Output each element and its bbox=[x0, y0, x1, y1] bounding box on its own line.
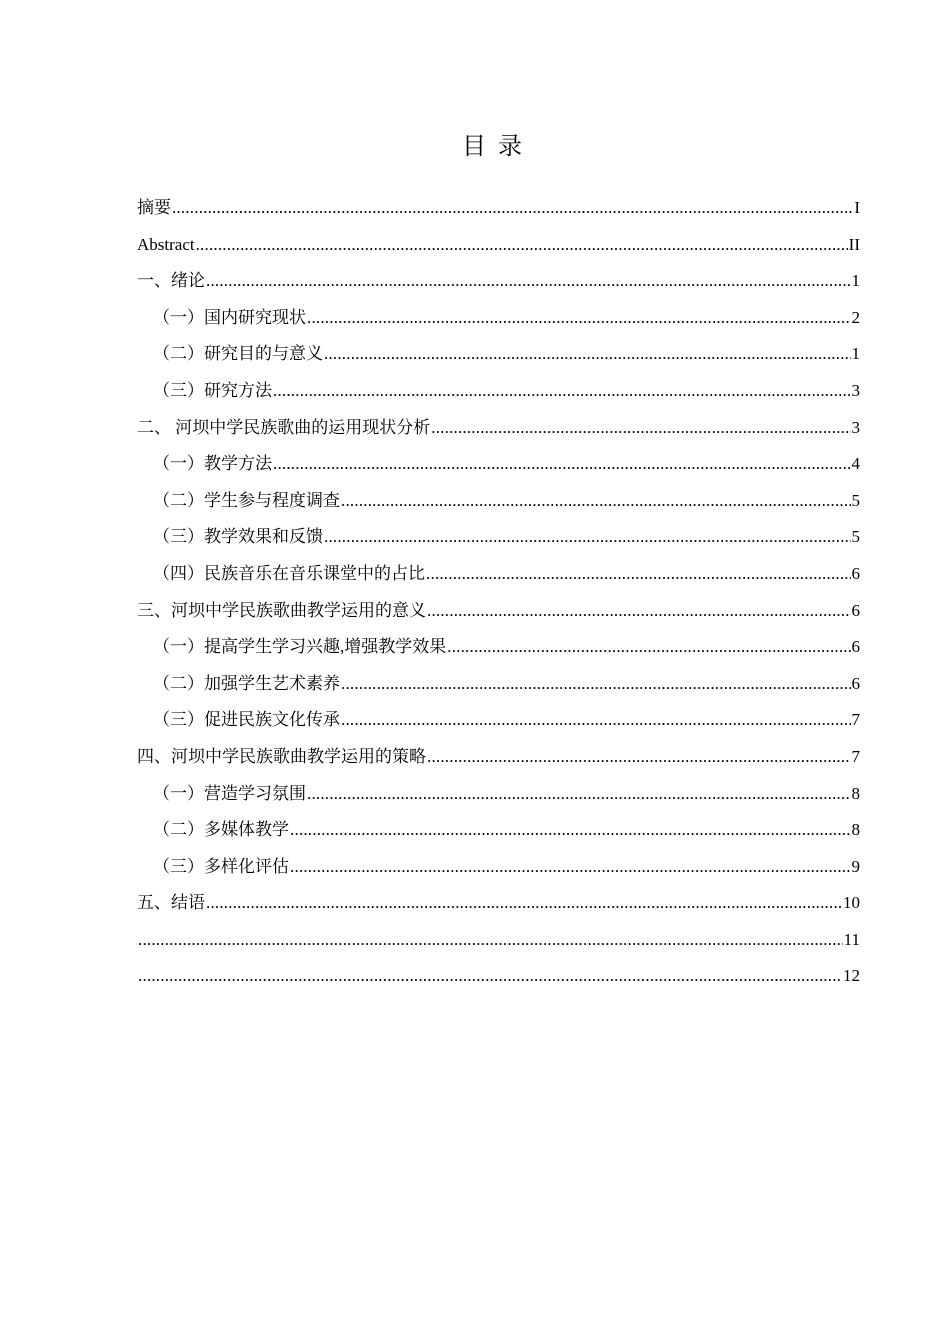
dot-leader bbox=[447, 635, 850, 659]
toc-entry-label: （三）促进民族文化传承 bbox=[153, 710, 340, 730]
toc-entry-label: （二）研究目的与意义 bbox=[153, 344, 323, 364]
toc-entry[interactable] bbox=[137, 928, 860, 965]
toc-entry-page: 2 bbox=[851, 307, 860, 327]
toc-entry[interactable] bbox=[137, 525, 860, 562]
dot-leader bbox=[273, 452, 851, 476]
toc-entry-page: 3 bbox=[851, 417, 860, 437]
toc-entry-page: 4 bbox=[851, 454, 860, 474]
toc-entry[interactable] bbox=[137, 782, 860, 819]
toc-entry-page: 12 bbox=[843, 966, 860, 986]
dot-leader bbox=[341, 489, 851, 513]
dot-leader bbox=[341, 672, 851, 696]
toc-entry-page: 6 bbox=[851, 563, 860, 583]
toc-entry-label: （一）国内研究现状 bbox=[153, 307, 306, 327]
toc-entry[interactable] bbox=[137, 269, 860, 306]
dot-leader bbox=[138, 964, 842, 988]
toc-entry[interactable] bbox=[137, 379, 860, 416]
dot-leader bbox=[341, 708, 851, 732]
dot-leader bbox=[196, 233, 848, 257]
dot-leader bbox=[138, 928, 843, 952]
table-of-contents bbox=[137, 196, 860, 1001]
toc-entry-page: 10 bbox=[843, 893, 860, 913]
dot-leader bbox=[324, 342, 851, 366]
toc-entry[interactable] bbox=[137, 745, 860, 782]
dot-leader bbox=[290, 855, 851, 879]
dot-leader bbox=[426, 562, 851, 586]
toc-entry-page: 5 bbox=[851, 490, 860, 510]
toc-entry[interactable] bbox=[137, 452, 860, 489]
toc-entry-label: 四、河坝中学民族歌曲教学运用的策略 bbox=[137, 746, 426, 766]
toc-entry[interactable] bbox=[137, 599, 860, 636]
toc-entry-label: （一）提高学生学习兴趣,增强教学效果 bbox=[153, 637, 447, 657]
toc-entry-page: 7 bbox=[851, 746, 860, 766]
toc-entry-label: 五、结语 bbox=[137, 893, 205, 913]
toc-entry-label: （三）多样化评估 bbox=[153, 856, 289, 876]
toc-entry-page: 5 bbox=[851, 527, 860, 547]
toc-entry-label: （二）多媒体教学 bbox=[153, 820, 289, 840]
toc-entry[interactable] bbox=[137, 342, 860, 379]
toc-entry-page: 6 bbox=[851, 600, 860, 620]
dot-leader bbox=[273, 379, 851, 403]
toc-entry-label: （二）学生参与程度调查 bbox=[153, 490, 340, 510]
toc-entry-page: 7 bbox=[851, 710, 860, 730]
dot-leader bbox=[307, 306, 851, 330]
dot-leader bbox=[324, 525, 851, 549]
toc-entry-label: 三、河坝中学民族歌曲教学运用的意义 bbox=[137, 600, 426, 620]
dot-leader bbox=[307, 782, 851, 806]
toc-entry[interactable] bbox=[137, 855, 860, 892]
toc-entry[interactable] bbox=[137, 196, 860, 233]
dot-leader bbox=[206, 891, 842, 915]
toc-entry-label: （一）教学方法 bbox=[153, 454, 272, 474]
toc-entry-label: 二、 河坝中学民族歌曲的运用现状分析 bbox=[137, 417, 431, 437]
toc-entry[interactable] bbox=[137, 708, 860, 745]
toc-entry-label: （三）教学效果和反馈 bbox=[153, 527, 323, 547]
toc-entry-page: 6 bbox=[851, 673, 860, 693]
toc-entry[interactable] bbox=[137, 818, 860, 855]
toc-entry[interactable] bbox=[137, 233, 860, 270]
toc-entry[interactable] bbox=[137, 562, 860, 599]
toc-entry-page: I bbox=[854, 198, 860, 217]
toc-entry-label: （一）营造学习氛围 bbox=[153, 783, 306, 803]
toc-entry[interactable] bbox=[137, 672, 860, 709]
toc-title: 目录 bbox=[462, 132, 534, 160]
toc-entry-label: （四）民族音乐在音乐课堂中的占比 bbox=[153, 563, 425, 583]
toc-entry-page: 8 bbox=[851, 783, 860, 803]
dot-leader bbox=[206, 269, 851, 293]
toc-entry-label: Abstract bbox=[137, 234, 195, 254]
toc-entry-page: 11 bbox=[843, 929, 860, 949]
toc-entry-page: 3 bbox=[851, 380, 860, 400]
toc-entry-label: 摘要 bbox=[137, 198, 171, 217]
dot-leader bbox=[427, 599, 851, 623]
toc-entry-page: 9 bbox=[851, 856, 860, 876]
toc-entry[interactable] bbox=[137, 306, 860, 343]
dot-leader bbox=[427, 745, 851, 769]
dot-leader bbox=[431, 416, 850, 440]
toc-entry[interactable] bbox=[137, 964, 860, 1001]
toc-entry-page: 1 bbox=[851, 344, 860, 364]
toc-entry-label: （二）加强学生艺术素养 bbox=[153, 673, 340, 693]
toc-entry-page: 6 bbox=[851, 637, 860, 657]
toc-entry[interactable] bbox=[137, 416, 860, 453]
toc-entry[interactable] bbox=[137, 635, 860, 672]
toc-entry-label: 一、绪论 bbox=[137, 271, 205, 291]
toc-entry[interactable] bbox=[137, 489, 860, 526]
toc-entry[interactable] bbox=[137, 891, 860, 928]
toc-entry-page: 8 bbox=[851, 820, 860, 840]
toc-entry-page: II bbox=[848, 234, 860, 254]
toc-entry-label: （三）研究方法 bbox=[153, 380, 272, 400]
dot-leader bbox=[172, 196, 853, 220]
toc-entry-page: 1 bbox=[851, 271, 860, 291]
dot-leader bbox=[290, 818, 851, 842]
